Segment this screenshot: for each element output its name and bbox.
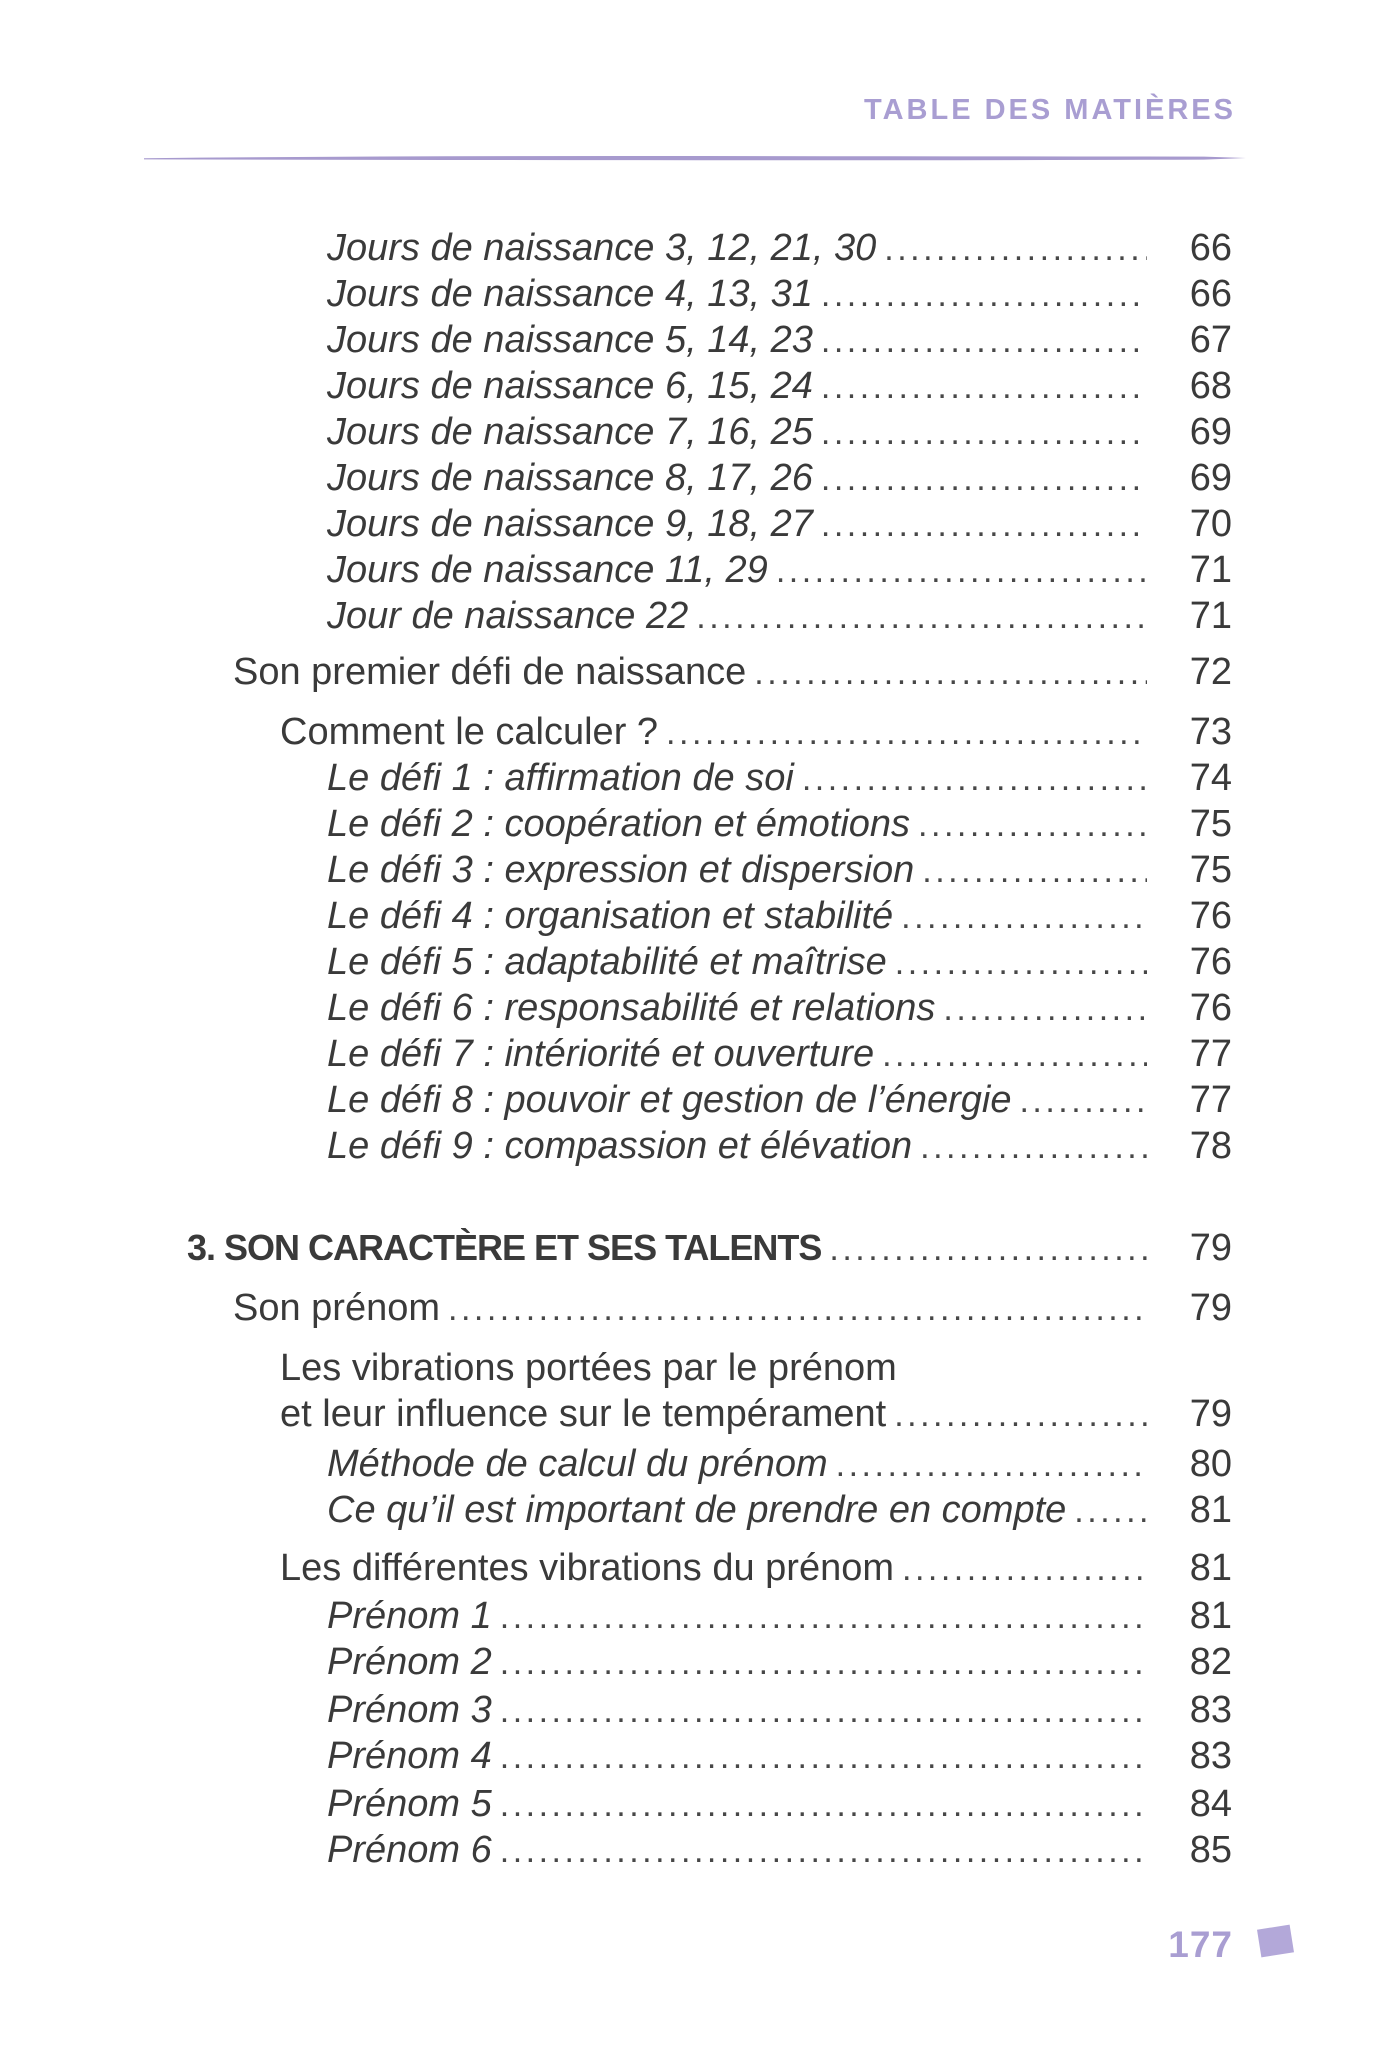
toc-entry-page: 69 [1189,457,1232,499]
toc-row [142,1827,1232,1873]
toc-entry-label: Jours de naissance 3, 12, 21, 30 [327,227,877,269]
toc-entry-label: Le défi 2 : coopération et émotions [327,803,911,845]
dot-leader [836,1442,1147,1488]
toc-entry-page: 79 [1189,1227,1232,1269]
toc-entry-page: 68 [1189,365,1232,407]
toc-row [142,1123,1232,1169]
dot-leader [821,272,1147,318]
dot-leader [500,1594,1147,1640]
toc-row [142,939,1232,985]
corner-square-icon [1257,1925,1294,1958]
toc-row [142,1545,1232,1591]
table-of-contents [142,225,1232,1873]
toc-entry-page: 81 [1189,1489,1232,1531]
toc-entry-label: Prénom 1 [327,1595,492,1637]
toc-entry-label: Comment le calculer ? [280,711,659,753]
toc-row [142,1031,1232,1077]
toc-entry-page: 84 [1189,1783,1232,1825]
page-footer [1040,1926,1292,1963]
dot-leader [1019,1078,1147,1124]
toc-entry-page: 66 [1189,273,1232,315]
toc-entry-label: Méthode de calcul du prénom [327,1443,828,1485]
dot-leader [943,986,1147,1032]
toc-entry-page: 78 [1189,1125,1232,1167]
dot-leader [666,710,1147,756]
dot-leader [894,1392,1147,1438]
dot-leader [821,318,1147,364]
dot-leader [448,1286,1147,1332]
toc-row [142,455,1232,501]
toc-entry-page: 76 [1189,895,1232,937]
dot-leader [821,502,1147,548]
toc-entry-label: Jour de naissance 22 [327,595,689,637]
toc-entry-page: 71 [1189,595,1232,637]
toc-row [142,1345,1232,1391]
toc-entry-label: Le défi 5 : adaptabilité et maîtrise [327,941,887,983]
toc-row [142,501,1232,547]
toc-entry-page: 83 [1189,1689,1232,1731]
toc-entry-label: Prénom 4 [327,1735,492,1777]
toc-entry-page: 75 [1189,803,1232,845]
toc-entry-label: Le défi 9 : compassion et élévation [327,1125,913,1167]
toc-entry-page: 83 [1189,1735,1232,1777]
dot-leader [500,1734,1147,1780]
toc-row [142,847,1232,893]
dot-leader [901,894,1147,940]
toc-row [142,1285,1232,1331]
toc-entry-page: 79 [1189,1287,1232,1329]
toc-entry-label: Prénom 3 [327,1689,492,1731]
toc-row [142,1687,1232,1733]
toc-entry-label: Ce qu’il est important de prendre en compte [327,1489,1067,1531]
toc-entry-label: Jours de naissance 6, 15, 24 [327,365,813,407]
toc-entry-page: 67 [1189,319,1232,361]
dot-leader [922,848,1147,894]
toc-row [142,409,1232,455]
dot-leader [821,410,1147,456]
toc-row [142,363,1232,409]
dot-leader [500,1640,1147,1686]
dot-leader [802,756,1147,802]
toc-row [142,317,1232,363]
toc-row [142,1639,1232,1685]
toc-entry-label: Jours de naissance 5, 14, 23 [327,319,813,361]
toc-entry-page: 82 [1189,1641,1232,1683]
toc-entry-page: 71 [1189,549,1232,591]
toc-row [142,709,1232,755]
toc-row [142,1593,1232,1639]
dot-leader [920,1124,1147,1170]
toc-entry-label: Le défi 3 : expression et dispersion [327,849,915,891]
toc-entry-page: 85 [1189,1829,1232,1871]
toc-entry-label: 3. SON CARACTÈRE ET SES TALENTS [187,1227,822,1268]
toc-entry-label: Le défi 4 : organisation et stabilité [327,895,894,937]
dot-leader [500,1688,1147,1734]
toc-entry-page: 70 [1189,503,1232,545]
dot-leader [500,1828,1147,1874]
toc-row [142,1441,1232,1487]
toc-entry-label: Les vibrations portées par le prénom [280,1347,897,1389]
toc-entry-label: Le défi 7 : intériorité et ouverture [327,1033,875,1075]
toc-entry-label: Le défi 6 : responsabilité et relations [327,987,936,1029]
toc-entry-label: Jours de naissance 11, 29 [327,549,768,591]
toc-row [142,649,1232,695]
toc-entry-page: 75 [1189,849,1232,891]
toc-row [142,547,1232,593]
toc-entry-page: 77 [1189,1079,1232,1121]
toc-entry-page: 72 [1189,651,1232,693]
toc-entry-label: Jours de naissance 7, 16, 25 [327,411,813,453]
toc-entry-page: 73 [1189,711,1232,753]
toc-row [142,225,1232,271]
folio-page-number: 177 [1168,1924,1233,1965]
toc-entry-label: Son premier défi de naissance [233,651,747,693]
toc-entry-page: 80 [1189,1443,1232,1485]
toc-row [142,1077,1232,1123]
toc-entry-label: Prénom 5 [327,1783,492,1825]
toc-row [142,893,1232,939]
toc-entry-label: Le défi 8 : pouvoir et gestion de l’énergie [327,1079,1012,1121]
toc-entry-page: 76 [1189,987,1232,1029]
toc-entry-page: 81 [1189,1595,1232,1637]
toc-entry-label: Jours de naissance 8, 17, 26 [327,457,813,499]
toc-row [142,1225,1232,1271]
dot-leader [821,364,1147,410]
toc-entry-label: Son prénom [233,1287,441,1329]
toc-entry-page: 74 [1189,757,1232,799]
dot-leader [829,1226,1147,1272]
toc-entry-page: 76 [1189,941,1232,983]
toc-entry-label: et leur influence sur le tempérament [280,1393,887,1435]
toc-entry-page: 79 [1189,1393,1232,1435]
dot-leader [902,1546,1147,1592]
page-header-title: TABLE DES MATIÈRES [864,94,1236,126]
toc-entry-label: Les différentes vibrations du prénom [280,1547,894,1589]
toc-entry-page: 69 [1189,411,1232,453]
header-underline-arrow [142,152,1247,164]
toc-entry-label: Prénom 6 [327,1829,492,1871]
toc-row [142,593,1232,639]
dot-leader [882,1032,1147,1078]
toc-entry-label: Jours de naissance 9, 18, 27 [327,503,813,545]
toc-row [142,1733,1232,1779]
dot-leader [696,594,1147,640]
dot-leader [500,1782,1147,1828]
toc-row [142,1781,1232,1827]
toc-row [142,801,1232,847]
toc-entry-label: Le défi 1 : affirmation de soi [327,757,794,799]
toc-entry-page: 66 [1189,227,1232,269]
dot-leader [918,802,1147,848]
toc-row [142,1487,1232,1533]
dot-leader [1074,1488,1147,1534]
dot-leader [895,940,1147,986]
toc-row [142,755,1232,801]
dot-leader [884,226,1147,272]
toc-entry-label: Prénom 2 [327,1641,492,1683]
toc-entry-label: Jours de naissance 4, 13, 31 [327,273,813,315]
toc-row [142,271,1232,317]
toc-row [142,985,1232,1031]
toc-entry-page: 77 [1189,1033,1232,1075]
toc-row [142,1391,1232,1437]
dot-leader [776,548,1147,594]
dot-leader [821,456,1147,502]
toc-entry-page: 81 [1189,1547,1232,1589]
dot-leader [754,650,1147,696]
